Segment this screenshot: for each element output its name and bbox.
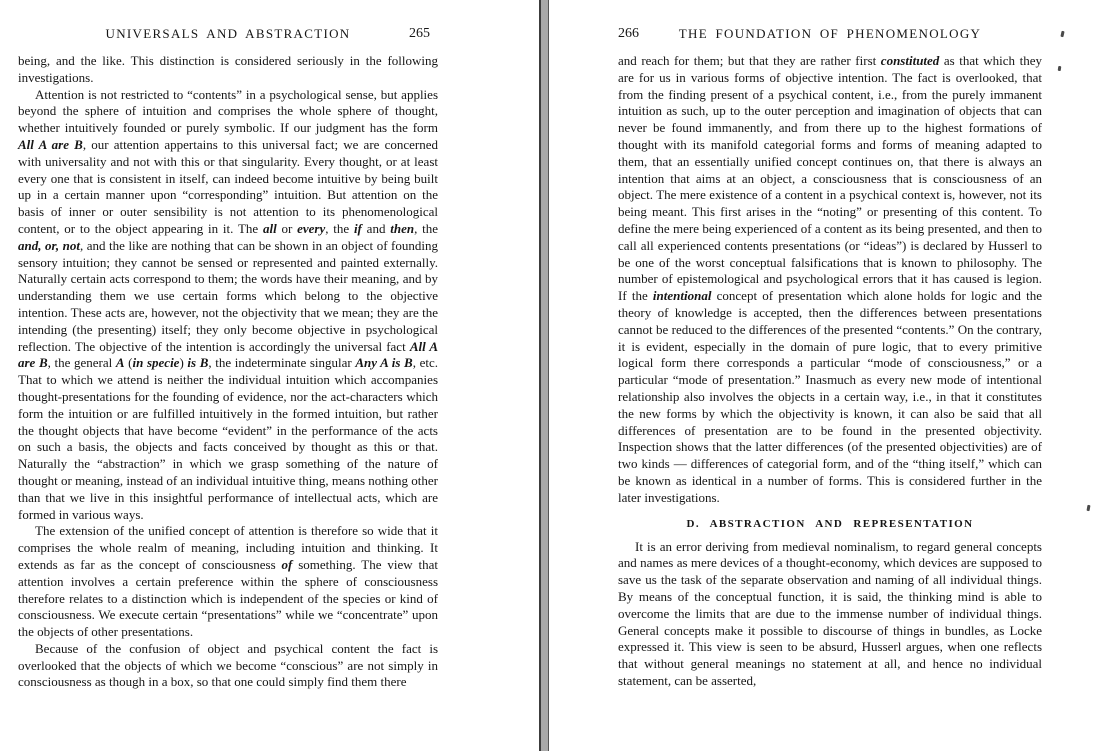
left-page-header: [18, 26, 438, 43]
paragraph: It is an error deriving from medieval nominalism, to regard general concepts and names as mere devices of a thought-economy, which devices are supposed to save us the task of the separate observation and naming of all individual things. By means of the conceptual function, it is said, the thinking mind is able to overcome the limits that are due to the immense number of individual things. General concepts make it possible to discourse of things in bundles, as Locke expressed it. This view is seen to be absurd, Husserl argues, when one reflects that without general meanings no statement at all, and hence no individual statement, can be asserted,: [618, 538, 1042, 688]
left-running-title: UNIVERSALS AND ABSTRACTION: [105, 26, 351, 41]
right-page-body-bottom: [618, 539, 1042, 690]
paragraph: Because of the confusion of object and psychical content the fact is overlooked that the objects of which we become “conscious” are not simply in consciousness as though in a box, so that one could simply find them there: [18, 640, 438, 690]
right-page: [618, 26, 1042, 690]
scan-speck: [1058, 66, 1062, 71]
scan-speck: [1060, 31, 1064, 37]
scan-speck: [1087, 505, 1091, 511]
left-page-number: 265: [409, 26, 430, 41]
paragraph: being, and the like. This distinction is considered seriously in the following investigations.: [18, 53, 438, 85]
right-running-title: THE FOUNDATION OF PHENOMENOLOGY: [678, 26, 982, 41]
right-page-header: [618, 26, 1042, 43]
paragraph: The extension of the unified concept of attention is therefore so wide that it comprises the whole realm of meaning, including intuition and thinking. It extends as far as the concept of consciousness of something. The view that attention involves a certain preference within the sphere of consciousness therefore relates to a distinction which is independent of the species or kind of consciousness. We execute certain “presentations” while we “concentrate” upon the objects of other presentations.: [18, 523, 438, 640]
paragraph: and reach for them; but that they are rather first constituted as that which they are for us in various forms of objective intention. The fact is overlooked, that from the finding present of a psychical content, i.e., from the purely immanent intuition as such, up to the outer perception and imagination of objects that can never be found immanently, and from there up to the highest formations of thought with its manifold categorial forms and forms of meaning adapted to them, that an essentially unified concept continues on, that there is always an intention that aims at an object, a consciousness that is consciousness of an object. The mere existence of a content in a psychical context is, however, not its being meant. This first arises in the “noting” or presenting of this content. To define the mere being experienced of a content as its being presented, and then to call all experienced contents presentations (or “ideas”) is declared by Husserl to be one of the worst conceptual falsifications that is known to philosophy. The number of epistemological and psychological errors that it has caused is legion. If the intentional concept of presentation which alone holds for logic and the theory of knowledge is accepted, then the differences between presentations cannot be reduced to the differences of the presented “contents.” On the contrary, it is evident, especially in the domain of pure logic, that to every primitive logical form there corresponds a particular “mode of consciousness,” or a particular “mode of presentation.” Inasmuch as every new mode of intentional relationship also involves the objects in a certain way, i.e., in that it constitutes the new forms by which the objectivity is known, it can also be said that all differences of presentation are to be found in the presented objectivity. Inspection shows that the latter differences (of the presented objectivities) are of two kinds — differences of categorial form, and of the “thing itself,” which can be known as identical in a number of forms. This is considered further in the later investigations.: [618, 53, 1042, 505]
page-gutter-divider: [539, 0, 549, 751]
section-heading-abstraction-and-representation: D. ABSTRACTION AND REPRESENTATION: [686, 517, 974, 530]
right-page-number: 266: [618, 26, 639, 41]
left-page: [18, 26, 438, 691]
left-page-body: [18, 53, 438, 691]
paragraph: Attention is not restricted to “contents” in a psychological sense, but applies beyond the sphere of intuition and comprises the whole sphere of thought, whether intuitively founded or purely symbolic. If our judgment has the form All A are B, our attention appertains to this universal fact; we are concerned with universality and not with this or that singularity. Every thought, or at least every one that is consistent in itself, can indeed become intuitive by being built up in a certain manner upon “corresponding” intuition. But attention on the basis of inner or outer sensibility is not attention to its phenomenological content, or to the object appearing in it. The all or every, the if and then, the and, or, not, and the like are nothing that can be shown in an object of founding sensory intuition; they cannot be sensed or represented and painted externally. Naturally certain acts correspond to them; the words have their meaning, and by understanding them we use certain forms which belong to the objective intention. These acts are, however, not the objectivity that we mean; they are the intending (the presenting) itself; they only become objective in psychological reflection. The objective of the intention is accordingly the universal fact All A are B, the general A (in specie) is B, the indeterminate singular Any A is B, etc. That to which we attend is neither the individual intuition which accompanies thought-presentations for the founding of evidence, nor the act-characters which form the intuition or are fulfilled intuitively in the formed intuition, but rather the thought objects that have become “evident” in the performance of the acts on such a basis, the objects and facts conceived by thought as this or that. Naturally the “abstraction” in which we grasp something of the nature of thought or meaning, instead of an individual intuitive thing, means nothing other than that we live in this insightful performance of intellectual acts, which are formed in various ways.: [18, 86, 438, 522]
right-page-body-top: [618, 53, 1042, 507]
